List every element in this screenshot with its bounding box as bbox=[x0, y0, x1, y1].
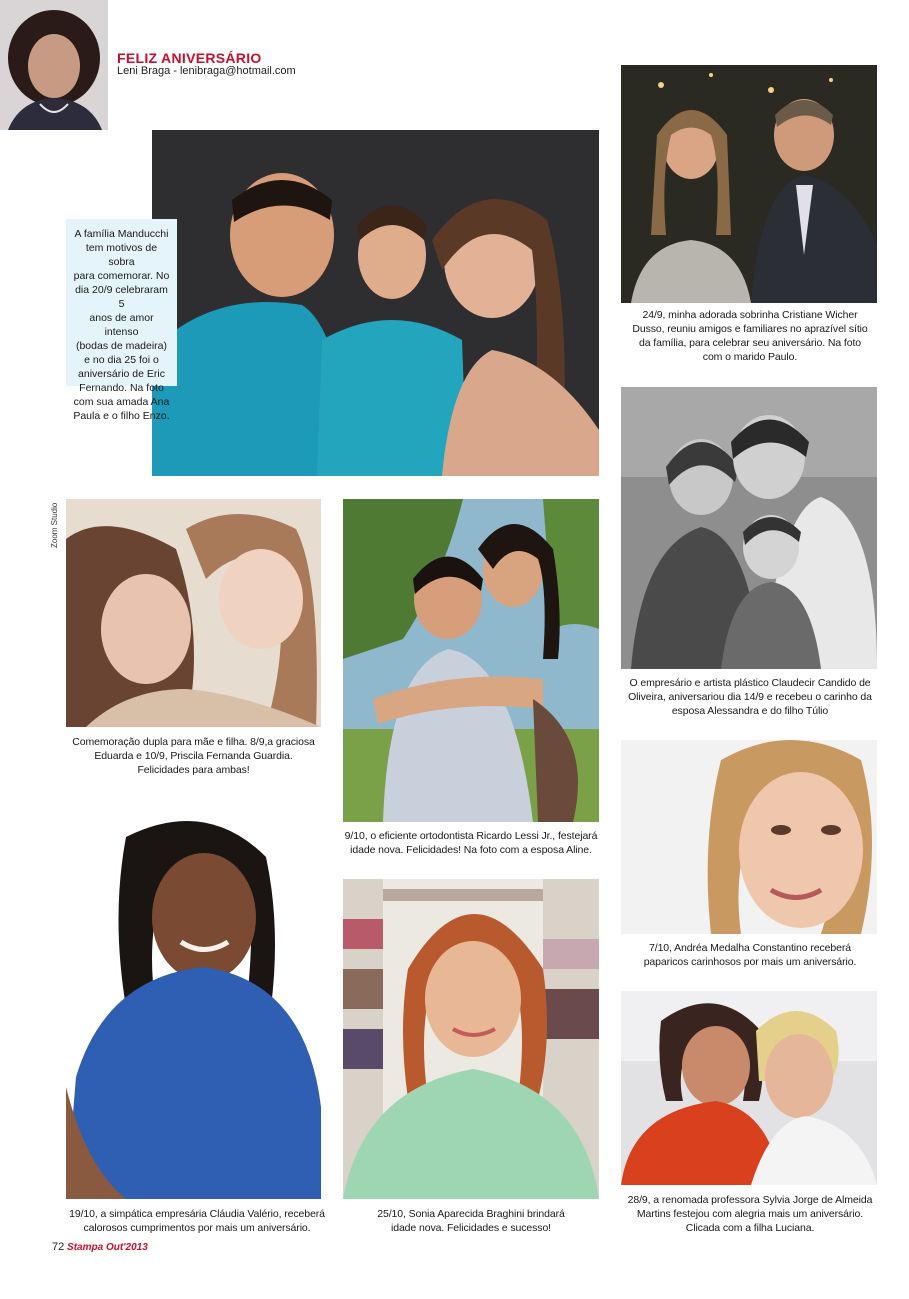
caption-line: dia 20/9 celebraram 5 bbox=[75, 284, 168, 310]
caption-line: paparicos carinhosos por mais um aniversário. bbox=[643, 956, 857, 968]
caption-claudecir bbox=[624, 676, 876, 718]
caption-sylvia bbox=[624, 1193, 876, 1235]
photo-credit: Zoom Studio bbox=[50, 502, 59, 548]
caption-line: esposa Alessandra e do filho Túlio bbox=[671, 705, 829, 717]
caption-line: Comemoração dupla para mãe e filha. 8/9,a graciosa bbox=[72, 736, 315, 748]
caption-line: 7/10, Andréa Medalha Constantino receberá bbox=[649, 942, 851, 954]
caption-cristiane bbox=[624, 308, 876, 364]
caption-line: idade nova. Felicidades e sucesso! bbox=[390, 1222, 552, 1234]
photo-sylvia-luciana bbox=[621, 991, 877, 1185]
caption-line: aniversário de Eric bbox=[78, 368, 165, 380]
photo-claudecir-family bbox=[621, 387, 877, 669]
caption-line: Dusso, reuniu amigos e familiares no aprazível sítio bbox=[632, 323, 868, 335]
caption-line: Felicidades para ambas! bbox=[137, 764, 250, 776]
caption-line: para comemorar. No bbox=[73, 270, 170, 282]
caption-line: com o marido Paulo. bbox=[702, 351, 798, 363]
caption-line: 25/10, Sonia Aparecida Braghini brindará bbox=[377, 1208, 565, 1220]
page-number: 72 bbox=[52, 1241, 65, 1253]
magazine-brand: Stampa bbox=[67, 1242, 104, 1253]
photo-sonia bbox=[343, 879, 599, 1199]
caption-andrea bbox=[624, 941, 876, 969]
page-footer bbox=[52, 1241, 148, 1253]
caption-line: da família, para celebrar seu aniversário. Na foto bbox=[638, 337, 862, 349]
photo-ricardo-aline bbox=[343, 499, 599, 822]
photo-claudia bbox=[66, 807, 321, 1199]
caption-eduarda bbox=[66, 735, 321, 777]
caption-line: anos de amor intenso bbox=[89, 312, 154, 338]
caption-line: idade nova. Felicidades! Na foto com a esposa Aline. bbox=[350, 844, 592, 856]
photo-eduarda-priscila bbox=[66, 499, 321, 727]
caption-claudia bbox=[66, 1207, 328, 1235]
manducchi-caption-box bbox=[66, 219, 177, 422]
caption-line: 24/9, minha adorada sobrinha Cristiane Wicher bbox=[642, 309, 858, 321]
caption-line: 28/9, a renomada professora Sylvia Jorge de Almeida bbox=[627, 1194, 873, 1206]
caption-line: 9/10, o eficiente ortodontista Ricardo Lessi Jr., festejará bbox=[344, 830, 598, 842]
caption-line: 19/10, a simpática empresária Cláudia Valério, receberá bbox=[69, 1208, 325, 1220]
page-title: FELIZ ANIVERSÁRIO bbox=[117, 50, 262, 66]
caption-line: O empresário e artista plástico Claudecir Candido de bbox=[629, 677, 871, 689]
caption-line: Martins festejou com alegria mais um aniversário. bbox=[636, 1208, 864, 1220]
caption-sonia bbox=[343, 1207, 599, 1235]
caption-ricardo bbox=[343, 829, 599, 857]
caption-line: Fernando. Na foto bbox=[79, 382, 164, 394]
caption-line: e no dia 25 foi o bbox=[84, 354, 159, 366]
caption-line: tem motivos de sobra bbox=[85, 242, 158, 268]
caption-line: calorosos cumprimentos por mais um aniversário. bbox=[83, 1222, 311, 1234]
photo-manducchi-family bbox=[152, 130, 599, 476]
caption-line: Oliveira, aniversariou dia 14/9 e recebeu o carinho da bbox=[628, 691, 872, 703]
columnist-portrait bbox=[0, 0, 108, 130]
caption-line: (bodas de madeira) bbox=[75, 340, 168, 352]
caption-line: com sua amada Ana bbox=[73, 396, 170, 408]
caption-line: A família Manducchi bbox=[74, 228, 169, 240]
caption-line: Clicada com a filha Luciana. bbox=[685, 1222, 815, 1234]
issue-date: Out'2013 bbox=[105, 1242, 148, 1253]
caption-line: Paula e o filho Enzo. bbox=[73, 410, 170, 422]
caption-line: Eduarda e 10/9, Priscila Fernanda Guardia. bbox=[94, 750, 293, 762]
photo-andrea bbox=[621, 740, 877, 934]
columnist-byline: Leni Braga - lenibraga@hotmail.com bbox=[117, 65, 296, 77]
photo-cristiane-paulo bbox=[621, 65, 877, 303]
